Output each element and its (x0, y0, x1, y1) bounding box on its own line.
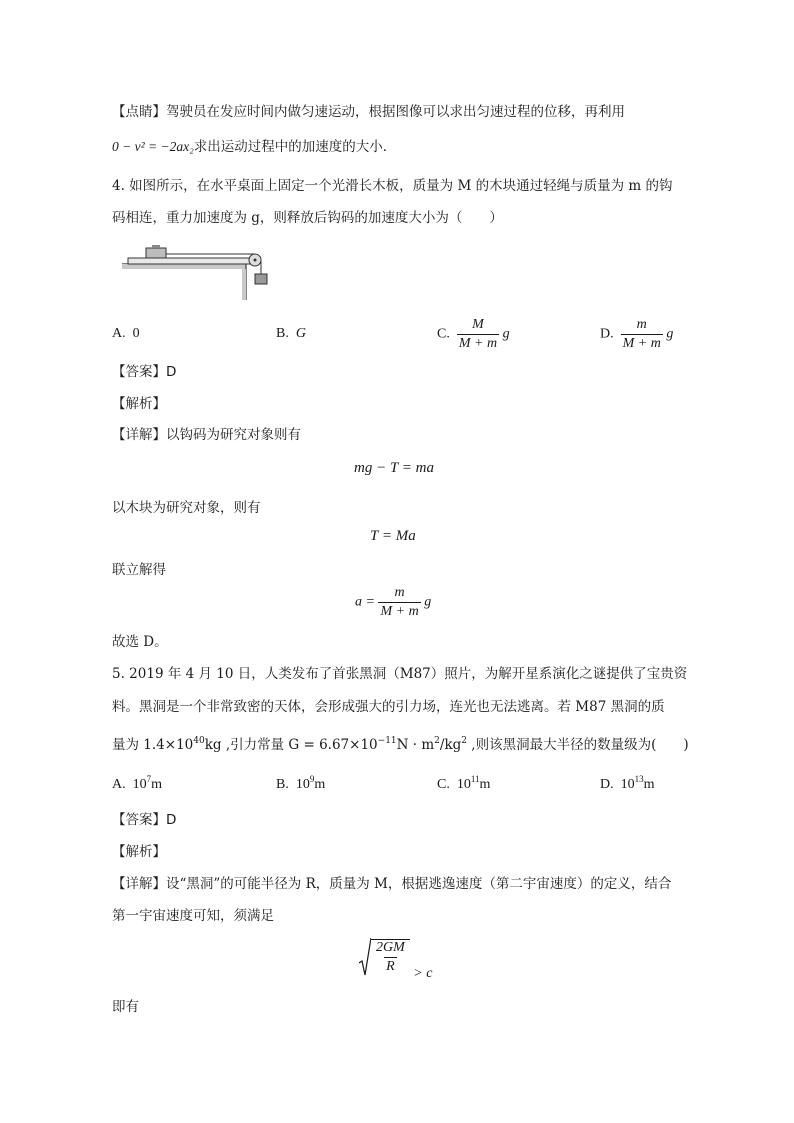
tip-formula: 0 − v² = −2ax₂ (112, 139, 194, 154)
q4-option-d-tail: g (666, 326, 674, 342)
q5-option-b (276, 774, 325, 793)
q5-option-c-label: C. (437, 777, 450, 792)
q4-detail-tag: 【详解】 (112, 427, 166, 443)
q5-option-b-label: B. (276, 777, 289, 792)
q5-detail-text-1: 设“黑洞”的可能半径为 R，质量为 M，根据逃逸速度（第二宇宙速度）的定义，结合 (166, 876, 672, 892)
q5-option-a-base: 10 (132, 777, 147, 792)
q4-option-c-tail: g (502, 326, 510, 342)
q5-detail-line-2: 第一宇宙速度可知，须满足 (112, 908, 274, 924)
q4-eq3-denominator: M + m (380, 604, 419, 619)
q4-option-d-fraction (621, 317, 663, 352)
q4-option-b-label: B. (276, 326, 289, 341)
q5-detail-line-1 (112, 874, 671, 894)
q5-eq-numerator: 2GM (376, 940, 405, 955)
q4-option-c (437, 317, 510, 352)
q4-figure (118, 240, 276, 302)
q5-eq-fraction (374, 940, 407, 975)
q4-stem-line-1: 4. 如图所示，在水平桌面上固定一个光滑长木板，质量为 M 的木块通过轻绳与质量为 m 的钩 (112, 178, 673, 194)
q4-option-a-label: A. (112, 326, 126, 341)
q5-answer-tag: 【答案】 (112, 812, 166, 828)
q5-option-a-label: A. (112, 777, 126, 792)
table-leg-hatch (242, 269, 246, 300)
q4-equation-3 (355, 585, 431, 620)
table-hatch (122, 264, 246, 269)
q5-stem-3a: 量为 1.4×10 (112, 737, 194, 753)
q5-option-d-unit: m (643, 777, 655, 792)
q5-option-d-label: D. (600, 777, 614, 792)
q5-option-d-base: 10 (620, 777, 635, 792)
q5-stem-exp-3: 2 (434, 736, 440, 746)
q5-option-c-base: 10 (456, 777, 471, 792)
q5-detail-line-3: 即有 (112, 999, 139, 1015)
q4-analysis-tag: 【解析】 (112, 396, 166, 412)
q5-stem-exp-4: 2 (461, 736, 467, 746)
q4-option-b-value: G (295, 326, 306, 341)
q4-option-d-label: D. (600, 326, 614, 342)
q5-answer-value: D (166, 812, 177, 828)
sqrt-sign-icon (359, 937, 371, 977)
q4-detail-line-1 (112, 425, 301, 445)
q5-option-d-exp: 13 (634, 774, 644, 784)
q4-eq3-fraction (378, 585, 420, 620)
q5-stem-line-1: 5. 2019 年 4 月 10 日，人类发布了首张黑洞（M87）照片，为解开星系演化之谜提供了宝贵资 (112, 666, 688, 682)
q5-eq-denominator: R (386, 959, 395, 974)
q4-stem-line-2: 码相连，重力加速度为 g，则释放后钩码的加速度大小为（ ） (112, 210, 503, 226)
q4-option-b (276, 326, 306, 342)
q4-detail-text-1: 以钩码为研究对象则有 (166, 427, 301, 443)
block-handle (152, 245, 160, 248)
q4-eq3-lhs: a = (355, 594, 375, 610)
board (128, 258, 256, 264)
q5-answer-line (112, 810, 176, 830)
q5-detail-tag: 【详解】 (112, 876, 166, 892)
q4-option-a-value: 0 (132, 326, 140, 341)
q5-option-a (112, 774, 162, 793)
q5-option-a-exp: 7 (146, 774, 152, 784)
q4-option-c-numerator: M (472, 317, 484, 332)
q4-answer-value: D (166, 364, 177, 380)
tip-line-1 (112, 102, 625, 122)
q4-equation-1: mg − T = ma (354, 460, 434, 476)
q5-stem-3b: kg ,引力常量 G = 6.67×10 (204, 737, 378, 753)
q4-answer-line (112, 362, 176, 382)
q4-option-d-denominator: M + m (622, 336, 661, 351)
q5-option-d (600, 774, 655, 793)
q5-option-b-unit: m (314, 777, 326, 792)
q5-stem-exp-1: 40 (193, 736, 205, 746)
q4-option-a (112, 326, 140, 342)
q5-option-b-base: 10 (295, 777, 310, 792)
q4-eq3-tail: g (424, 594, 432, 610)
tip-tag: 【点睛】 (112, 104, 166, 120)
q5-radicand (371, 939, 410, 975)
q5-stem-line-3 (112, 731, 689, 755)
q4-eq3-numerator: m (394, 585, 405, 600)
q5-stem-3c: N · m (396, 737, 435, 753)
q5-sqrt (359, 937, 410, 977)
q4-detail-line-2: 以木块为研究对象，则有 (112, 500, 261, 516)
tip-text-2: 求出运动过程中的加速度的大小． (193, 139, 397, 155)
q5-option-a-unit: m (151, 777, 163, 792)
q4-conclusion: 故选 D。 (112, 634, 168, 650)
q5-stem-3d: /kg (439, 737, 462, 753)
q4-option-d (600, 317, 673, 352)
q5-stem-exp-2: −11 (377, 736, 397, 746)
hook-mass-m (255, 274, 267, 284)
q5-equation (359, 937, 432, 982)
q5-option-c (437, 774, 490, 793)
q4-option-c-denominator: M + m (458, 336, 498, 351)
q5-analysis-tag: 【解析】 (112, 844, 166, 860)
q5-stem-3e: ,则该黑洞最大半径的数量级为( ) (467, 737, 689, 753)
tip-text-1: 驾驶员在发应时间内做匀速运动，根据图像可以求出匀速过程的位移，再利用 (166, 104, 625, 120)
q5-stem-line-2: 料。黑洞是一个非常致密的天体，会形成强大的引力场，连光也无法逃离。若 M87 黑洞的质 (112, 699, 665, 715)
q5-option-c-unit: m (479, 777, 491, 792)
q4-equation-2: T = Ma (370, 528, 416, 544)
q5-eq-tail: > c (413, 966, 433, 981)
q4-option-d-numerator: m (636, 317, 647, 332)
pulley-axle (254, 259, 257, 262)
q4-detail-line-3: 联立解得 (112, 562, 166, 578)
q4-option-c-label: C. (437, 326, 450, 342)
q5-option-c-exp: 11 (470, 774, 480, 784)
q5-option-b-exp: 9 (309, 774, 315, 784)
tip-line-2 (112, 137, 396, 157)
q4-option-c-fraction (457, 317, 499, 352)
q4-answer-tag: 【答案】 (112, 364, 166, 380)
block-M (146, 248, 166, 258)
